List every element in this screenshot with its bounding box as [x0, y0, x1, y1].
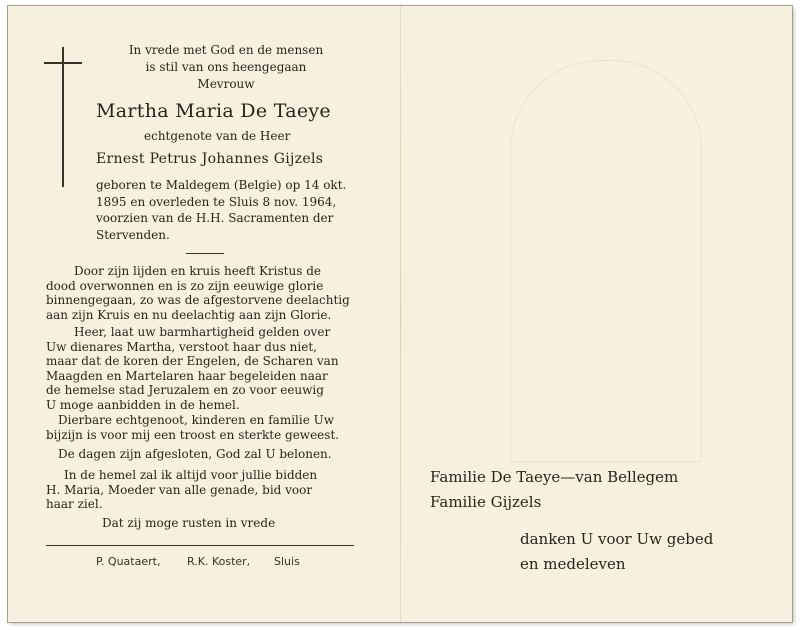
prayer-paragraph-1	[46, 264, 356, 322]
paragraph-line: bijzijn is voor mij een troost en sterkte geweest.	[46, 427, 340, 442]
spouse-intro: echtgenote van de Heer	[144, 129, 291, 143]
printer-location: Sluis	[274, 555, 300, 568]
card-fold	[400, 6, 401, 622]
paragraph-line: Door zijn lijden en kruis heeft Kristus de	[74, 264, 321, 278]
family-line-2: Familie Gijzels	[430, 493, 542, 511]
thanks-line-2: en medeleven	[520, 555, 626, 573]
details-line: geboren te Maldegem (Belgie) op 14 okt.	[96, 178, 347, 192]
paragraph-line: Dierbare echtgenoot, kinderen en familie Uw	[58, 413, 335, 427]
paragraph-line: In de hemel zal ik altijd voor jullie bidden	[64, 468, 318, 482]
details-line: Stervenden.	[96, 227, 170, 242]
paragraph-line: haar ziel.	[46, 497, 103, 512]
details-line: 1895 en overleden te Sluis 8 nov. 1964,	[96, 194, 337, 209]
details-line: voorzien van de H.H. Sacramenten der	[96, 211, 334, 225]
paragraph-line: Heer, laat uw barmhartigheid gelden over	[74, 325, 331, 339]
intro-line: Mevrouw	[197, 77, 255, 91]
spouse-name: Ernest Petrus Johannes Gijzels	[96, 151, 324, 167]
paragraph-line: maar dat de koren der Engelen, de Scharen van	[46, 354, 339, 369]
birth-death-details	[96, 177, 356, 243]
faded-image-outline	[510, 60, 702, 462]
thanks-line-1: danken U voor Uw gebed	[520, 530, 714, 548]
paragraph-line: aan zijn Kruis en nu deelachtig aan zijn Glorie.	[46, 307, 332, 322]
cross-icon-bar	[44, 62, 82, 64]
printer-profession: R.K. Koster,	[187, 555, 251, 568]
prayer-paragraph-3	[46, 413, 356, 442]
closing-line: Dat zij moge rusten in vrede	[102, 516, 276, 530]
paragraph-line: De dagen zijn afgesloten, God zal U belonen.	[58, 447, 332, 461]
short-divider	[186, 253, 224, 254]
intro-line: In vrede met God en de mensen	[128, 43, 324, 57]
family-line-1: Familie De Taeye—van Bellegem	[430, 468, 679, 486]
deceased-name: Martha Maria De Taeye	[96, 100, 331, 122]
prayer-paragraph-2	[46, 325, 356, 413]
prayer-paragraph-4	[46, 447, 356, 462]
paragraph-line: H. Maria, Moeder van alle genade, bid voor	[46, 482, 313, 497]
paragraph-line: U moge aanbidden in de hemel.	[46, 397, 240, 412]
prayer-paragraph-5	[46, 468, 356, 512]
paragraph-line: Uw dienares Martha, verstoot haar dus niet,	[46, 339, 317, 354]
bottom-rule	[46, 545, 354, 546]
paragraph-line: de hemelse stad Jeruzalem en zo voor eeuwig	[46, 383, 324, 398]
intro-text	[96, 42, 356, 93]
paragraph-line: Maagden en Martelaren haar begeleiden naar	[46, 368, 328, 383]
paragraph-line: binnengegaan, zo was de afgestorvene deelachtig	[46, 293, 350, 308]
intro-line: is stil van ons heengegaan	[145, 60, 307, 74]
printer-name: P. Quataert,	[96, 555, 161, 568]
cross-icon	[62, 47, 64, 187]
paragraph-line: dood overwonnen en is zo zijn eeuwige glorie	[46, 278, 324, 293]
